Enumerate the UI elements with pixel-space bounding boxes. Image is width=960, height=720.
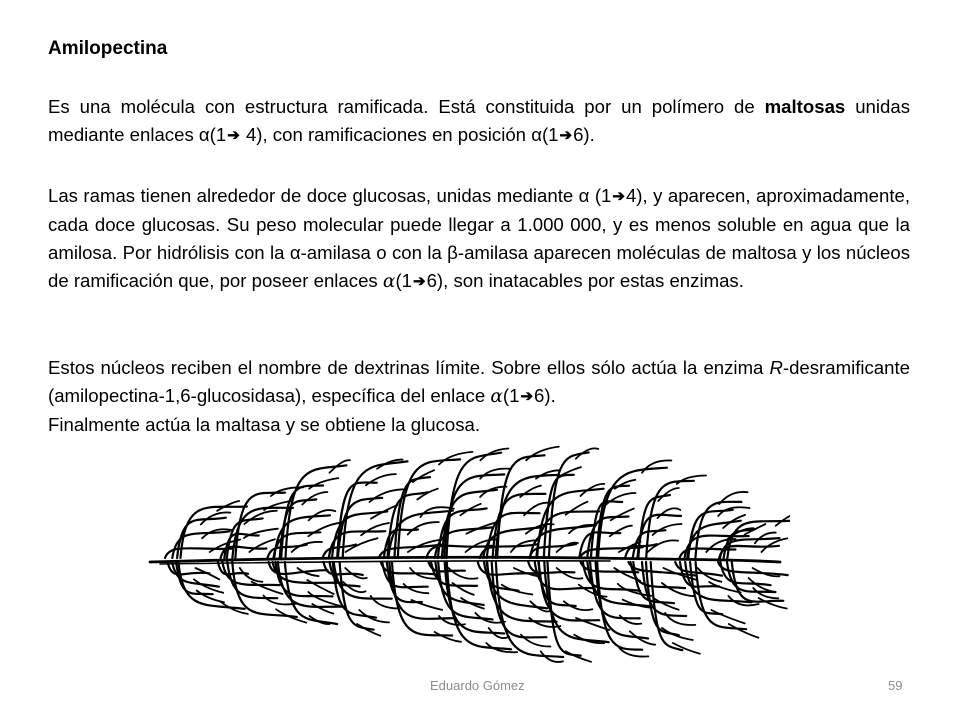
right-arrow-icon: ➔ [520, 388, 534, 405]
footer-author: Eduardo Gómez [430, 678, 525, 693]
text-run: (1 [502, 385, 520, 406]
alpha-symbol: α [382, 271, 396, 292]
paragraph-1 [48, 93, 910, 150]
text-run: 4), y aparecen, aproximadamente, cada doce glucosas. Su peso molecular puede llegar a 1.000 000, y es menos soluble en agua que la amilosa. Por hidrólisis con la α-amilasa o con la β-amilasa aparecen moléculas de maltosa y los núcleos de ramificación que, por poseer enlaces [48, 185, 910, 291]
text-run: Es una molécula con estructura ramificada. Está constituida por un polímero de [48, 96, 765, 117]
text-run: -desramificante (amilopectina-1,6-glucosidasa), específica del enlace [48, 357, 910, 406]
slide-title: Amilopectina [48, 38, 168, 59]
paragraph-2 [48, 182, 910, 296]
text-run: Estos núcleos reciben el nombre de dextrinas límite. Sobre ellos sólo actúa la enzima [48, 357, 770, 378]
bold-term: maltosas [764, 96, 846, 117]
amylopectin-branching-diagram [140, 440, 790, 670]
text-run: 6). [534, 385, 556, 406]
page-number: 59 [888, 678, 903, 693]
italic-term: R [769, 357, 783, 378]
text-run: (1 [395, 270, 412, 291]
text-run: Finalmente actúa la maltasa y se obtiene la glucosa. [48, 414, 481, 435]
text-run: unidas mediante enlaces α(1 [48, 96, 910, 145]
paragraph-3 [48, 354, 910, 439]
text-run: 6). [573, 124, 595, 145]
right-arrow-icon: ➔ [227, 127, 240, 144]
text-run: 6), son inatacables por estas enzimas. [426, 270, 744, 291]
right-arrow-icon: ➔ [612, 188, 625, 205]
alpha-symbol: α [490, 386, 503, 407]
text-run: Las ramas tienen alrededor de doce glucosas, unidas mediante α (1 [48, 185, 612, 206]
right-arrow-icon: ➔ [413, 273, 426, 290]
text-run: 4), con ramificaciones en posición α(1 [240, 124, 559, 145]
right-arrow-icon: ➔ [559, 127, 573, 144]
